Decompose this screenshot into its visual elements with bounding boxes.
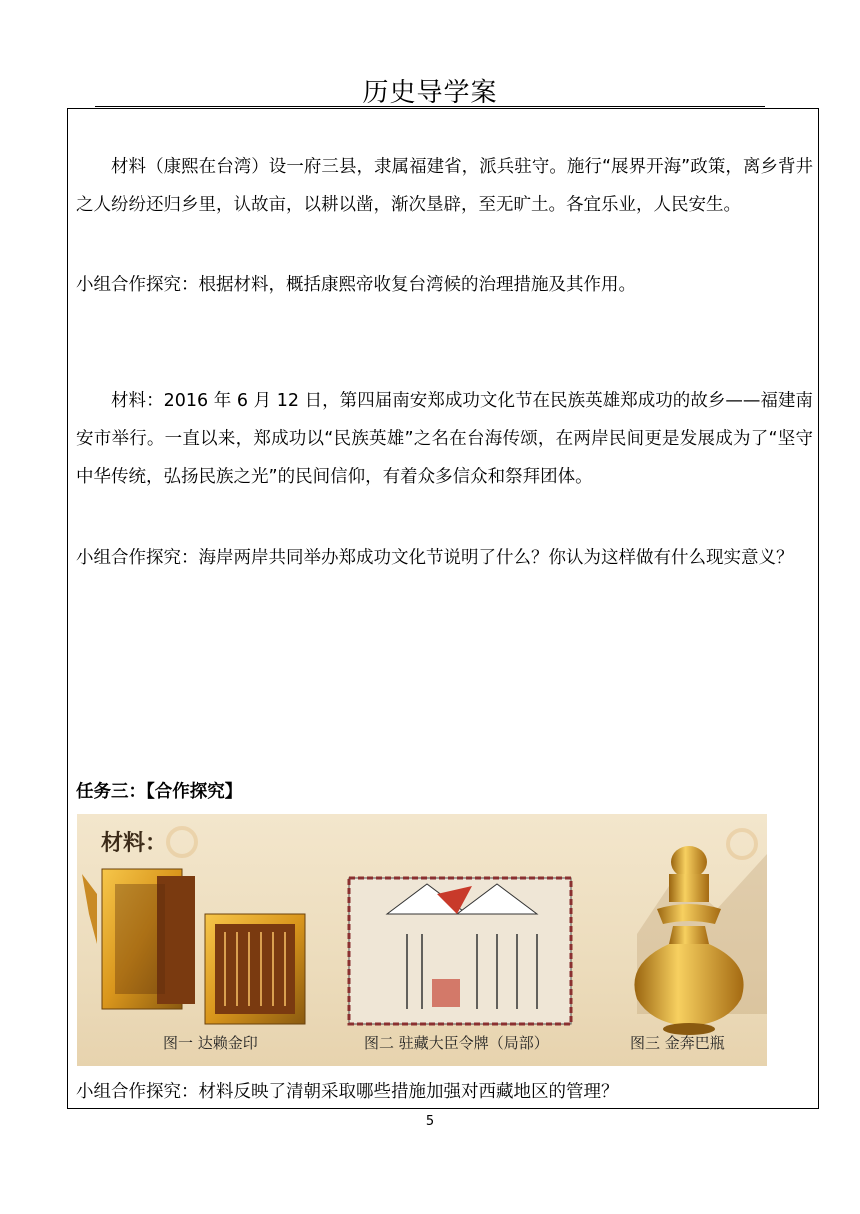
task3-heading: 任务三：【合作探究】	[76, 782, 243, 802]
artifacts-illustration	[77, 814, 767, 1066]
figure-label: 材料：	[101, 831, 168, 856]
material-zheng-chenggong: 材料：2016 年 6 月 12 日，第四届南安郑成功文化节在民族英雄郑成功的故乡——福建南安市举行。一直以来，郑成功以“民族英雄”之名在台海传颂，在两岸民间更是发展成为了“坚守中华传统，弘扬民族之光”的民间信仰，有着众多信众和祭拜团体。	[76, 391, 813, 487]
question-tibet: 小组合作探究：材料反映了清朝采取哪些措施加强对西藏地区的管理？	[76, 1082, 619, 1102]
material-kangxi-taiwan: 材料（康熙在台湾）设一府三县，隶属福建省，派兵驻守。施行“展界开海”政策，离乡背井之人纷纷还归乡里，认故亩，以耕以凿，渐次垦辟，至无旷土。各宜乐业，人民安生。	[76, 157, 813, 215]
amban-token-image	[349, 878, 571, 1024]
tibet-artifacts-figure	[77, 814, 767, 1066]
caption-figure-3: 图三 金奔巴瓶	[630, 1034, 725, 1052]
caption-figure-1: 图一 达赖金印	[163, 1034, 258, 1052]
page-number: 5	[425, 1114, 435, 1129]
dalai-gold-seal-image	[82, 869, 305, 1024]
question-zheng-chenggong: 小组合作探究：海岸两岸共同举办郑成功文化节说明了什么？你认为这样做有什么现实意义？	[76, 548, 794, 568]
caption-figure-2: 图二 驻藏大臣令牌（局部）	[364, 1034, 549, 1052]
question-kangxi: 小组合作探究：根据材料，概括康熙帝收复台湾候的治理措施及其作用。	[76, 275, 636, 295]
header-rule	[95, 106, 765, 107]
page-title: 历史导学案	[362, 78, 498, 108]
